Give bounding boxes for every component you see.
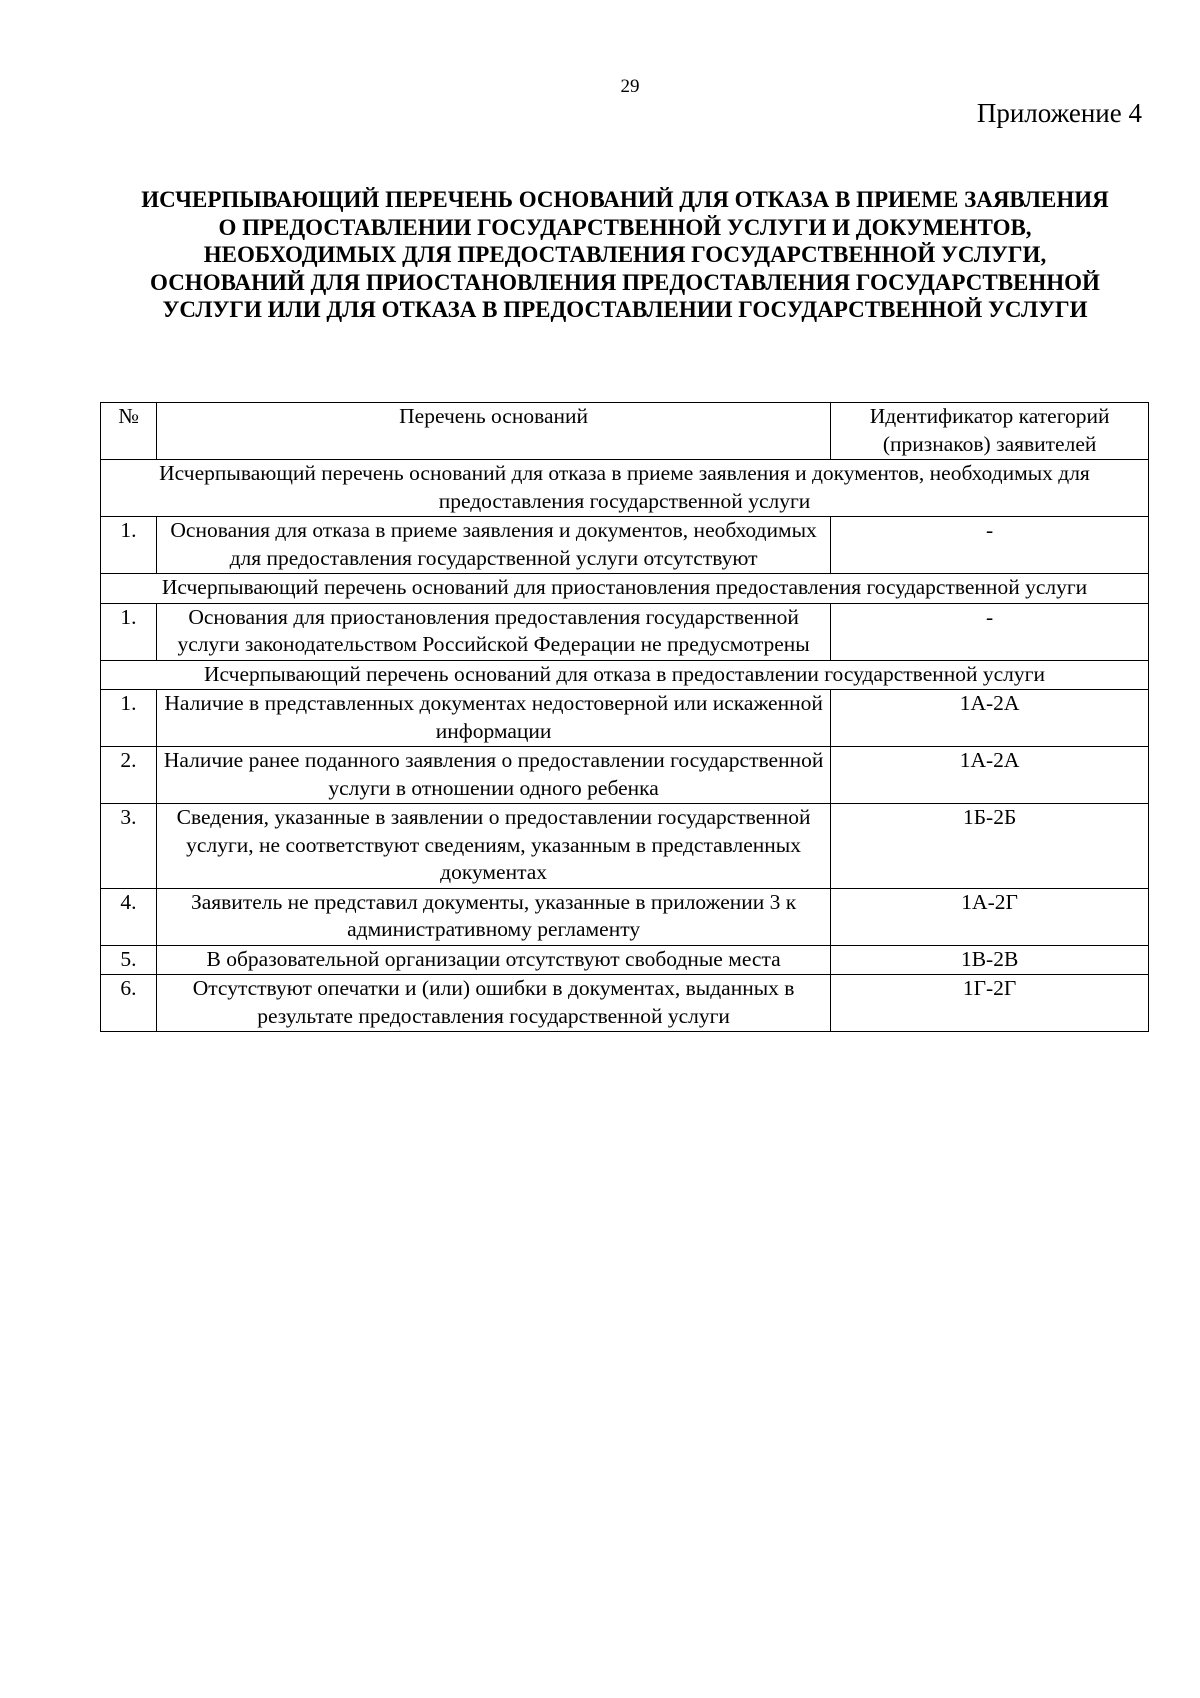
grounds-table	[100, 402, 1149, 1032]
page-number: 29	[620, 76, 640, 97]
row-ground-text: Сведения, указанные в заявлении о предоставлении государственной услуги, не соответствуют сведениям, указанным в представленных документах	[156, 804, 830, 889]
header-grounds: Перечень оснований	[156, 403, 830, 460]
row-identifier: 1А-2А	[831, 747, 1149, 804]
title-line: НЕОБХОДИМЫХ ДЛЯ ПРЕДОСТАВЛЕНИЯ ГОСУДАРСТВЕННОЙ УСЛУГИ,	[203, 242, 1047, 268]
section-heading: Исчерпывающий перечень оснований для приостановления предоставления государственной услуги	[101, 574, 1149, 604]
row-identifier: 1А-2Г	[831, 888, 1149, 945]
table-row	[101, 975, 1149, 1032]
table-row	[101, 804, 1149, 889]
header-row	[101, 403, 1149, 460]
row-number: 6.	[101, 975, 157, 1032]
row-ground-text: Основания для отказа в приеме заявления и документов, необходимых для предоставления государственной услуги отсутствуют	[156, 517, 830, 574]
row-number: 3.	[101, 804, 157, 889]
header-number: №	[101, 403, 157, 460]
row-ground-text: Наличие в представленных документах недостоверной или искаженной информации	[156, 690, 830, 747]
row-identifier: -	[831, 517, 1149, 574]
table-row	[101, 888, 1149, 945]
table-body	[101, 460, 1149, 1032]
row-ground-text: Заявитель не представил документы, указанные в приложении 3 к административному регламенту	[156, 888, 830, 945]
row-number: 2.	[101, 747, 157, 804]
section-heading-row	[101, 660, 1149, 690]
appendix-label: Приложение 4	[976, 98, 1142, 128]
row-ground-text: Наличие ранее поданного заявления о предоставлении государственной услуги в отношении одного ребенка	[156, 747, 830, 804]
row-number: 1.	[101, 517, 157, 574]
table-row	[101, 747, 1149, 804]
title-line: ИСЧЕРПЫВАЮЩИЙ ПЕРЕЧЕНЬ ОСНОВАНИЙ ДЛЯ ОТКАЗА В ПРИЕМЕ ЗАЯВЛЕНИЯ	[141, 187, 1109, 212]
table-row	[101, 603, 1149, 660]
row-ground-text: Основания для приостановления предоставления государственной услуги законодательством Российской Федерации не предусмотрены	[156, 603, 830, 660]
section-heading: Исчерпывающий перечень оснований для отказа в приеме заявления и документов, необходимых для предоставления государственной услуги	[101, 460, 1149, 517]
table-row	[101, 517, 1149, 574]
table-row	[101, 690, 1149, 747]
row-ground-text: Отсутствуют опечатки и (или) ошибки в документах, выданных в результате предоставления государственной услуги	[156, 975, 830, 1032]
row-number: 1.	[101, 690, 157, 747]
row-identifier: 1В-2В	[831, 945, 1149, 975]
document-title	[100, 186, 1150, 324]
section-heading-row	[101, 460, 1149, 517]
row-identifier: -	[831, 603, 1149, 660]
row-number: 5.	[101, 945, 157, 975]
row-number: 4.	[101, 888, 157, 945]
header-identifier: Идентификатор категорий (признаков) заявителей	[831, 403, 1149, 460]
row-ground-text: В образовательной организации отсутствуют свободные места	[156, 945, 830, 975]
row-identifier: 1А-2А	[831, 690, 1149, 747]
section-heading: Исчерпывающий перечень оснований для отказа в предоставлении государственной услуги	[101, 660, 1149, 690]
section-heading-row	[101, 574, 1149, 604]
row-identifier: 1Г-2Г	[831, 975, 1149, 1032]
table-header	[101, 403, 1149, 460]
title-line: О ПРЕДОСТАВЛЕНИИ ГОСУДАРСТВЕННОЙ УСЛУГИ И ДОКУМЕНТОВ,	[218, 214, 1032, 240]
row-number: 1.	[101, 603, 157, 660]
title-line: УСЛУГИ ИЛИ ДЛЯ ОТКАЗА В ПРЕДОСТАВЛЕНИИ ГОСУДАРСТВЕННОЙ УСЛУГИ	[162, 297, 1088, 323]
table-row	[101, 945, 1149, 975]
row-identifier: 1Б-2Б	[831, 804, 1149, 889]
title-line: ОСНОВАНИЙ ДЛЯ ПРИОСТАНОВЛЕНИЯ ПРЕДОСТАВЛЕНИЯ ГОСУДАРСТВЕННОЙ	[150, 269, 1100, 295]
